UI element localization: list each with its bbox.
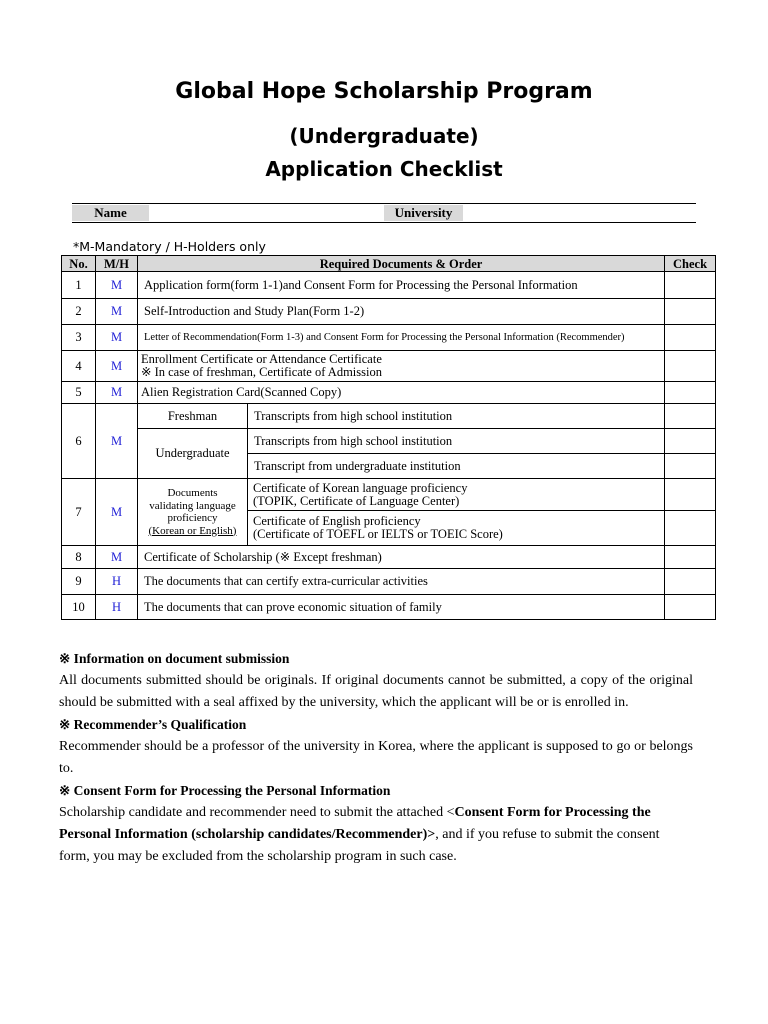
freshman-label: Freshman xyxy=(138,404,248,429)
check-cell[interactable] xyxy=(665,595,716,620)
row-mh: M xyxy=(96,404,138,479)
table-row xyxy=(62,382,716,404)
row-no: 3 xyxy=(62,325,96,351)
row-mh: M xyxy=(96,325,138,351)
row-document: Alien Registration Card(Scanned Copy) xyxy=(138,382,665,404)
consent-text-end: , and if you refuse to submit the consent form, you may be excluded from the scholarship program in such case. xyxy=(59,827,660,864)
row-document xyxy=(248,479,665,511)
submission-text: All documents submitted should be originals. If original documents cannot be submitted, a copy of the original should be submitted with a seal affixed by the university, which the applicant will be or is enrolled in. xyxy=(59,673,693,710)
table-row xyxy=(62,299,716,325)
row-mh: M xyxy=(96,299,138,325)
check-cell[interactable] xyxy=(665,569,716,595)
row-mh: H xyxy=(96,569,138,595)
row-no: 10 xyxy=(62,595,96,620)
page-title: Global Hope Scholarship Program xyxy=(175,79,593,104)
check-cell[interactable] xyxy=(665,546,716,569)
table-row xyxy=(62,272,716,299)
check-cell[interactable] xyxy=(665,479,716,511)
document-note: ※ In case of freshman, Certificate of Admission xyxy=(141,365,382,379)
row-no: 7 xyxy=(62,479,96,546)
document-line: Certificate of English proficiency xyxy=(253,514,421,528)
row-no: 9 xyxy=(62,569,96,595)
row-no: 6 xyxy=(62,404,96,479)
page-subtitle-checklist: Application Checklist xyxy=(265,157,503,181)
group-line: proficiency xyxy=(167,512,218,524)
row-document: Self-Introduction and Study Plan(Form 1-2) xyxy=(138,299,665,325)
consent-form-title: Consent Form for Processing the Personal Information (scholarship candidates/Recommender)> xyxy=(59,805,651,842)
row-no: 4 xyxy=(62,351,96,382)
table-header-row xyxy=(62,256,716,272)
recommender-text: Recommender should be a professor of the university in Korea, where the applicant is supposed to go or belongs to. xyxy=(59,739,693,776)
legend-text: *M-Mandatory / H-Holders only xyxy=(73,239,266,254)
header-no: No. xyxy=(62,256,96,272)
row-document: Certificate of Scholarship (※ Except freshman) xyxy=(138,546,665,569)
check-cell[interactable] xyxy=(665,404,716,429)
header-documents: Required Documents & Order xyxy=(138,256,665,272)
row-document xyxy=(138,351,665,382)
table-row xyxy=(62,429,716,454)
group-line: (Korean or English) xyxy=(148,524,237,537)
check-cell[interactable] xyxy=(665,299,716,325)
row-no: 1 xyxy=(62,272,96,299)
university-label: University xyxy=(384,205,463,221)
row-document: Transcripts from high school institution xyxy=(248,404,665,429)
check-cell[interactable] xyxy=(665,429,716,454)
document-line: Enrollment Certificate or Attendance Certificate xyxy=(141,352,382,366)
row-no: 5 xyxy=(62,382,96,404)
document-line: (TOPIK, Certificate of Language Center) xyxy=(253,493,460,508)
row-document: Transcript from undergraduate institution xyxy=(248,454,665,479)
row-document: Transcripts from high school institution xyxy=(248,429,665,454)
row-document: Application form(form 1-1)and Consent Form for Processing the Personal Information xyxy=(138,272,665,299)
group-line: Documents xyxy=(167,487,218,499)
row-mh: M xyxy=(96,479,138,546)
row-mh: M xyxy=(96,351,138,382)
document-line: (Certificate of TOEFL or IELTS or TOEIC Score) xyxy=(253,527,503,541)
row-no: 8 xyxy=(62,546,96,569)
consent-text-start: Scholarship candidate and recommender need to submit the attached < xyxy=(59,805,455,820)
table-row xyxy=(62,569,716,595)
notes-section xyxy=(59,648,693,868)
row-no: 2 xyxy=(62,299,96,325)
row-document xyxy=(248,511,665,546)
check-cell[interactable] xyxy=(665,511,716,546)
table-row xyxy=(62,479,716,511)
consent-text xyxy=(59,802,693,868)
recommender-heading: ※ Recommender’s Qualification xyxy=(59,717,247,732)
row-mh: M xyxy=(96,546,138,569)
table-row xyxy=(62,546,716,569)
row-mh: M xyxy=(96,272,138,299)
consent-heading: ※ Consent Form for Processing the Personal Information xyxy=(59,783,391,798)
check-cell[interactable] xyxy=(665,351,716,382)
submission-heading: ※ Information on document submission xyxy=(59,651,290,666)
undergraduate-label: Undergraduate xyxy=(138,429,248,479)
row-mh: H xyxy=(96,595,138,620)
check-cell[interactable] xyxy=(665,272,716,299)
row-document: Letter of Recommendation(Form 1-3) and Consent Form for Processing the Personal Information (Recommender) xyxy=(138,325,665,351)
check-cell[interactable] xyxy=(665,325,716,351)
document-line: Certificate of Korean language proficiency xyxy=(253,480,468,495)
row-document: The documents that can prove economic situation of family xyxy=(138,595,665,620)
group-line: validating language xyxy=(149,499,236,512)
check-cell[interactable] xyxy=(665,382,716,404)
table-row xyxy=(62,325,716,351)
row-mh: M xyxy=(96,382,138,404)
table-row xyxy=(62,404,716,429)
table-row xyxy=(62,595,716,620)
header-check: Check xyxy=(665,256,716,272)
name-label: Name xyxy=(72,205,149,221)
table-row xyxy=(62,351,716,382)
header-mh: M/H xyxy=(96,256,138,272)
page-subtitle: (Undergraduate) xyxy=(289,124,479,148)
applicant-info-row xyxy=(72,203,696,223)
check-cell[interactable] xyxy=(665,454,716,479)
checklist-table xyxy=(61,255,716,620)
language-group-label xyxy=(138,479,248,546)
row-document: The documents that can certify extra-curricular activities xyxy=(138,569,665,595)
